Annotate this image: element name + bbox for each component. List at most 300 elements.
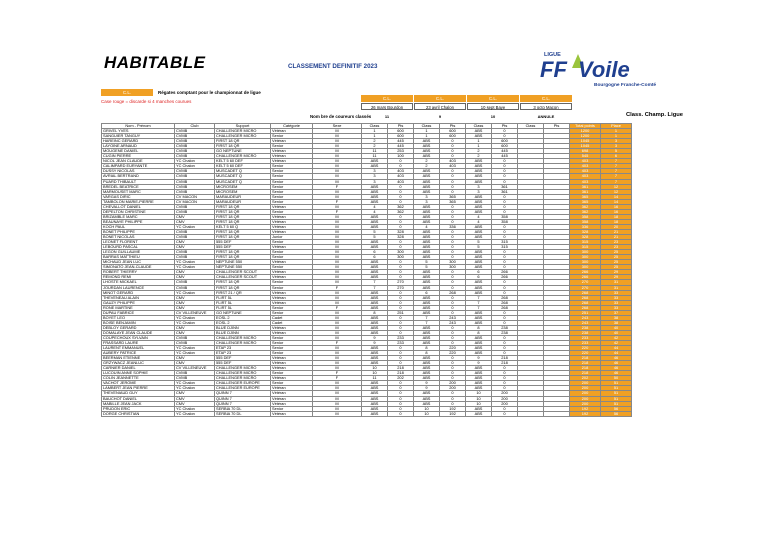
table-cell: 445	[388, 139, 414, 144]
table-cell: 315	[492, 240, 518, 245]
table-cell: ABS	[362, 406, 388, 411]
table-cell: 266	[570, 275, 601, 280]
table-cell: 0	[440, 285, 466, 290]
table-cell: PUARD THIBAULT	[102, 179, 175, 184]
table-cell: 4	[466, 214, 492, 219]
table-cell: 0	[492, 169, 518, 174]
legend-cl-box: C.L.	[101, 89, 153, 96]
table-cell: M	[313, 219, 362, 224]
table-cell: 0	[388, 159, 414, 164]
table-cell: CMV	[175, 396, 215, 401]
table-cell: ABS	[362, 290, 388, 295]
table-cell: F	[313, 285, 362, 290]
col-header: Pts	[440, 124, 466, 129]
table-cell: FIRST 18 QR	[215, 139, 271, 144]
table-cell: CVMB	[175, 134, 215, 139]
table-cell: ABS	[362, 320, 388, 325]
table-cell: M	[313, 411, 362, 416]
table-cell: FIRST 18 QR	[215, 250, 271, 255]
table-cell: MUSCADET Q	[215, 179, 271, 184]
table-cell: DOMALAYE JEAN CLAUDE	[102, 330, 175, 335]
regatta-3-cl: C.L.	[467, 95, 519, 102]
table-cell: BEAUNAYE PHILIPPE	[102, 219, 175, 224]
table-cell: 0	[440, 330, 466, 335]
table-cell: ABS	[362, 199, 388, 204]
table-cell: DUSSY NICOLAS	[102, 169, 175, 174]
table-cell: 365	[570, 199, 601, 204]
table-cell: 29	[601, 270, 632, 275]
table-cell: YC Chalon	[175, 346, 215, 351]
table-cell: Senior	[271, 346, 313, 351]
table-cell: ABS	[466, 386, 492, 391]
table-cell: DORGE CHRISTIAN	[102, 411, 175, 416]
table-cell: ABS	[362, 381, 388, 386]
table-cell: JOURDAN LAURENCE	[102, 285, 175, 290]
table-cell: 51	[601, 396, 632, 401]
table-cell: 21	[601, 235, 632, 240]
table-cell: KELT 5 60 DEF	[215, 164, 271, 169]
table-cell: 0	[440, 310, 466, 315]
table-cell: 555 DEF	[215, 356, 271, 361]
table-cell: 200	[492, 401, 518, 406]
table-cell: 0	[492, 366, 518, 371]
table-cell: 315	[570, 240, 601, 245]
page-subtitle: CLASSEMENT DEFINITIF 2023	[288, 63, 378, 70]
table-cell: ABS	[362, 411, 388, 416]
table-cell: 0	[492, 310, 518, 315]
table-cell: 38	[601, 315, 632, 320]
table-cell: CVMB	[175, 341, 215, 346]
table-cell: M	[313, 179, 362, 184]
table-cell: 403	[570, 159, 601, 164]
table-cell: 328	[570, 235, 601, 240]
table-cell: ABS	[414, 209, 440, 214]
table-cell: 14	[601, 199, 632, 204]
table-cell: 51	[601, 386, 632, 391]
table-cell: DEPELTON CHRISTINE	[102, 209, 175, 214]
table-cell: CVMB	[175, 255, 215, 260]
table-cell: 192	[570, 411, 601, 416]
table-cell: 20	[601, 224, 632, 229]
table-cell: CV VILLENEUVE	[175, 366, 215, 371]
table-cell: M	[313, 300, 362, 305]
table-cell: 0	[440, 255, 466, 260]
table-cell: CVMB	[175, 139, 215, 144]
nb-classes-3: 10	[490, 114, 496, 119]
table-cell: 10	[466, 396, 492, 401]
table-cell: M	[313, 260, 362, 265]
table-cell: M	[313, 240, 362, 245]
table-cell: ABS	[362, 159, 388, 164]
table-cell: ABS	[414, 245, 440, 250]
table-cell: ABS	[466, 224, 492, 229]
col-header: Class	[414, 124, 440, 129]
table-cell: 315	[570, 245, 601, 250]
table-cell: 7	[601, 169, 632, 174]
table-cell: CHALLENGER EUROPE	[215, 386, 271, 391]
table-cell: CHALLENGER EUROPE	[215, 381, 271, 386]
table-cell: 0	[388, 325, 414, 330]
table-cell: 403	[570, 164, 601, 169]
table-cell: ABS	[466, 320, 492, 325]
table-cell: ABS	[414, 341, 440, 346]
table-cell: 5	[414, 260, 440, 265]
nb-classes-1: 11	[384, 114, 390, 119]
table-cell: 3	[414, 199, 440, 204]
table-cell: Vétéran	[271, 149, 313, 154]
table-cell: 300	[388, 255, 414, 260]
table-cell: 16	[601, 209, 632, 214]
table-cell: 40	[601, 330, 632, 335]
table-cell: CHEVALLOT DANIEL	[102, 204, 175, 209]
table-cell: Senior	[271, 169, 313, 174]
table-cell: CHALLENGER MICRO	[215, 129, 271, 134]
table-cell: Vétéran	[271, 229, 313, 234]
logo-ff-text: FF	[540, 57, 567, 82]
table-cell: ABS	[414, 275, 440, 280]
table-cell: ABS	[414, 325, 440, 330]
table-cell: FIRST 18 QR	[215, 280, 271, 285]
table-cell: BREDEL BEATRICE	[102, 184, 175, 189]
table-cell: 0	[492, 411, 518, 416]
table-cell: 0	[492, 194, 518, 199]
table-cell: 46	[601, 356, 632, 361]
table-cell: 365	[440, 194, 466, 199]
table-cell: Senior	[271, 194, 313, 199]
table-cell: ABS	[362, 391, 388, 396]
table-cell: ABS	[362, 189, 388, 194]
table-cell: ABS	[466, 250, 492, 255]
table-cell: LHOSTE MICKAEL	[102, 280, 175, 285]
table-cell: 192	[570, 406, 601, 411]
table-cell: F	[313, 341, 362, 346]
table-cell: 0	[440, 305, 466, 310]
table-cell: CVMB	[175, 169, 215, 174]
table-cell: M	[313, 310, 362, 315]
table-cell: COUPECHOUX SYLVAIN	[102, 335, 175, 340]
table-cell: 0	[440, 361, 466, 366]
table-cell: M	[313, 149, 362, 154]
table-cell: Vétéran	[271, 391, 313, 396]
table-cell: 0	[440, 356, 466, 361]
table-cell: LUCOUIN ANNE SOPHIE	[102, 371, 175, 376]
table-cell: COLIN JEANNETTE	[102, 376, 175, 381]
table-cell: M	[313, 295, 362, 300]
table-cell: ABS	[414, 305, 440, 310]
table-cell: 10	[414, 406, 440, 411]
table-cell: ABS	[414, 310, 440, 315]
table-cell: 2	[414, 164, 440, 169]
table-cell: M	[313, 144, 362, 149]
table-cell: M	[313, 245, 362, 250]
table-cell: Vétéran	[271, 401, 313, 406]
table-cell: 33	[601, 305, 632, 310]
table-cell: ABS	[466, 199, 492, 204]
table-cell: 0	[492, 199, 518, 204]
table-cell: 361	[492, 184, 518, 189]
table-cell: 0	[388, 391, 414, 396]
table-cell: CVMB	[175, 250, 215, 255]
table-cell: 362	[388, 204, 414, 209]
table-cell: 0	[440, 275, 466, 280]
table-cell: 0	[440, 204, 466, 209]
table-cell: ABS	[414, 361, 440, 366]
table-cell: M	[313, 330, 362, 335]
table-cell: Senior	[271, 310, 313, 315]
table-cell: 0	[492, 174, 518, 179]
annule-label: ANNULE	[537, 114, 555, 119]
table-cell: ABS	[414, 149, 440, 154]
table-cell: ETAP 23	[215, 351, 271, 356]
table-cell: ABS	[466, 280, 492, 285]
table-cell: M	[313, 204, 362, 209]
col-header: Class	[362, 124, 388, 129]
table-cell: 2	[414, 159, 440, 164]
table-cell: 0	[440, 270, 466, 275]
table-cell: 0	[492, 371, 518, 376]
table-cell: 9	[466, 356, 492, 361]
table-cell: YC Chalon	[175, 351, 215, 356]
table-cell: 4	[466, 219, 492, 224]
table-cell: 5	[362, 229, 388, 234]
table-cell: 0	[492, 265, 518, 270]
table-cell: 8	[466, 325, 492, 330]
table-cell: LEONET FLORENT	[102, 240, 175, 245]
table-cell: 3	[466, 189, 492, 194]
table-cell: Vétéran	[271, 376, 313, 381]
logo-region-text: Bourgogne Franche-Comté	[594, 83, 657, 88]
table-cell: ABS	[414, 154, 440, 159]
table-cell: M	[313, 381, 362, 386]
table-cell: 218	[570, 361, 601, 366]
table-cell: 268	[570, 300, 601, 305]
regatta-2-name: 23 avril Chalon	[414, 103, 466, 110]
table-cell: 9	[414, 386, 440, 391]
table-cell: 0	[492, 260, 518, 265]
table-cell: 0	[492, 204, 518, 209]
table-cell: 218	[570, 366, 601, 371]
table-cell: 0	[492, 235, 518, 240]
table-cell: M	[313, 164, 362, 169]
table-cell: MICROSEM	[215, 189, 271, 194]
table-cell: MICROSEM	[215, 184, 271, 189]
table-cell: Senior	[271, 174, 313, 179]
table-cell: 200	[570, 396, 601, 401]
table-cell: 202	[388, 376, 414, 381]
col-header: Support	[215, 124, 271, 129]
table-cell: 358	[492, 219, 518, 224]
table-cell: ABS	[414, 214, 440, 219]
table-cell: Senior	[271, 255, 313, 260]
table-cell: 23	[601, 245, 632, 250]
table-cell: CHALLENGER MICRO	[215, 134, 271, 139]
table-cell: 698	[570, 149, 601, 154]
table-cell: 253	[388, 149, 414, 154]
table-cell: 0	[388, 199, 414, 204]
table-cell: FIRST 18 QR	[215, 209, 271, 214]
table-cell: Vétéran	[271, 300, 313, 305]
table-cell: SERBIA 70 DL	[215, 411, 271, 416]
table-cell: 4	[362, 209, 388, 214]
table-cell: M	[313, 406, 362, 411]
table-cell: Vétéran	[271, 219, 313, 224]
table-cell: Vétéran	[271, 361, 313, 366]
table-cell: F	[313, 305, 362, 310]
table-cell: Senior	[271, 179, 313, 184]
table-cell: 0	[388, 260, 414, 265]
table-cell: 6	[601, 154, 632, 159]
table-cell: 361	[492, 189, 518, 194]
table-cell: 600	[440, 129, 466, 134]
table-cell: 220	[570, 351, 601, 356]
table-cell: LEBOURD PASCAL	[102, 245, 175, 250]
table-cell: NEPTUNE 550	[215, 260, 271, 265]
table-cell: CMV	[175, 240, 215, 245]
table-cell: MARAUDEUR	[215, 194, 271, 199]
table-cell: 243	[440, 320, 466, 325]
table-cell: 0	[388, 381, 414, 386]
table-cell: Vétéran	[271, 325, 313, 330]
table-cell: ABS	[362, 300, 388, 305]
table-cell: YC Chalon	[175, 386, 215, 391]
table-cell: BARRAS MATTHIEU	[102, 255, 175, 260]
table-cell: ABS	[414, 356, 440, 361]
table-cell: YC Chalon	[175, 315, 215, 320]
table-cell: 0	[492, 335, 518, 340]
table-cell: ABS	[362, 315, 388, 320]
table-cell: GAUZY PHILIPPE	[102, 300, 175, 305]
table-cell: 0	[440, 179, 466, 184]
table-cell: SANGUIER TANGUY	[102, 134, 175, 139]
table-cell: CALIMPARD EURYANTE	[102, 164, 175, 169]
col-header: Pts	[544, 124, 570, 129]
table-cell: 362	[570, 209, 601, 214]
table-cell: 10	[466, 391, 492, 396]
table-cell: CVMB	[175, 209, 215, 214]
table-cell: 51	[601, 401, 632, 406]
table-cell: CVMB	[175, 189, 215, 194]
table-cell: CUGIN PIERRE	[102, 154, 175, 159]
table-cell: 600	[492, 139, 518, 144]
table-cell: 21	[601, 229, 632, 234]
table-cell: Senior	[271, 199, 313, 204]
table-cell: Senior	[271, 341, 313, 346]
table-cell: ABS	[466, 310, 492, 315]
table-cell: 251	[388, 310, 414, 315]
table-cell: 0	[492, 376, 518, 381]
page-title: HABITABLE	[104, 53, 206, 72]
table-cell: 1	[414, 129, 440, 134]
table-cell: 0	[492, 164, 518, 169]
table-cell: 0	[440, 169, 466, 174]
table-cell: 336	[570, 224, 601, 229]
table-cell: YC Chalon	[175, 265, 215, 270]
table-cell: 8	[362, 310, 388, 315]
table-cell: BOYET LEO	[102, 315, 175, 320]
table-cell: Senior	[271, 189, 313, 194]
table-cell: ABS	[414, 144, 440, 149]
table-cell: M	[313, 265, 362, 270]
table-cell	[544, 411, 570, 416]
table-cell: CVMB	[175, 149, 215, 154]
table-cell: 0	[388, 305, 414, 310]
table-cell: Vétéran	[271, 330, 313, 335]
table-cell: 0	[492, 179, 518, 184]
table-cell: 10	[414, 411, 440, 416]
regatta-3-name: 10 sept Baye	[467, 103, 519, 110]
table-cell: 0	[492, 134, 518, 139]
table-cell: Senior	[271, 371, 313, 376]
table-cell: 1	[414, 134, 440, 139]
table-cell: Senior	[271, 351, 313, 356]
table-cell: 0	[492, 315, 518, 320]
table-cell: 0	[492, 290, 518, 295]
table-cell: 315	[492, 245, 518, 250]
table-cell: 6	[362, 250, 388, 255]
table-cell: F	[313, 371, 362, 376]
table-cell: ABS	[362, 265, 388, 270]
table-cell: TAMBOLON MARIE-PIERRE	[102, 199, 175, 204]
table-cell: M	[313, 325, 362, 330]
table-cell: 42	[601, 335, 632, 340]
table-cell: M	[313, 134, 362, 139]
table-cell: FIRST 18 QR	[215, 144, 271, 149]
table-cell: 7	[362, 285, 388, 290]
table-cell: M	[313, 280, 362, 285]
table-cell: 218	[492, 356, 518, 361]
table-cell: 0	[492, 381, 518, 386]
table-cell: ABS	[362, 275, 388, 280]
table-cell: 238	[570, 325, 601, 330]
table-cell: 6	[362, 255, 388, 260]
table-cell: 42	[601, 341, 632, 346]
table-cell: 12	[601, 189, 632, 194]
table-cell: M	[313, 275, 362, 280]
table-cell: 0	[440, 250, 466, 255]
table-cell: 0	[440, 341, 466, 346]
table-cell: 268	[570, 290, 601, 295]
table-cell: CV MACON	[175, 199, 215, 204]
table-cell: CMV	[175, 401, 215, 406]
table-cell: 23	[601, 240, 632, 245]
table-cell: Vétéran	[271, 386, 313, 391]
table-cell: ROBERT THIERRY	[102, 270, 175, 275]
table-cell: 233	[388, 335, 414, 340]
table-cell: F	[313, 184, 362, 189]
table-cell: 0	[440, 325, 466, 330]
table-cell: ABS	[466, 159, 492, 164]
table-cell: CVMB	[175, 235, 215, 240]
table-cell: 233	[570, 341, 601, 346]
table-cell: 200	[570, 386, 601, 391]
col-header: Nom - Prénom	[102, 124, 175, 129]
table-cell: Senior	[271, 381, 313, 386]
table-cell: 18	[601, 219, 632, 224]
table-cell: Senior	[271, 144, 313, 149]
table-cell: CHALLENGER SCOUT	[215, 275, 271, 280]
table-cell: ABS	[414, 179, 440, 184]
table-cell: ABS	[362, 295, 388, 300]
table-cell: F	[313, 376, 362, 381]
table-cell: CHALLENGER MICRO	[215, 154, 271, 159]
table-cell: 270	[570, 285, 601, 290]
table-cell: ABS	[362, 401, 388, 406]
table-cell: 6	[466, 275, 492, 280]
table-cell: Vétéran	[271, 275, 313, 280]
table-cell: ABS	[466, 179, 492, 184]
table-cell: ABS	[466, 229, 492, 234]
table-cell: 0	[440, 376, 466, 381]
